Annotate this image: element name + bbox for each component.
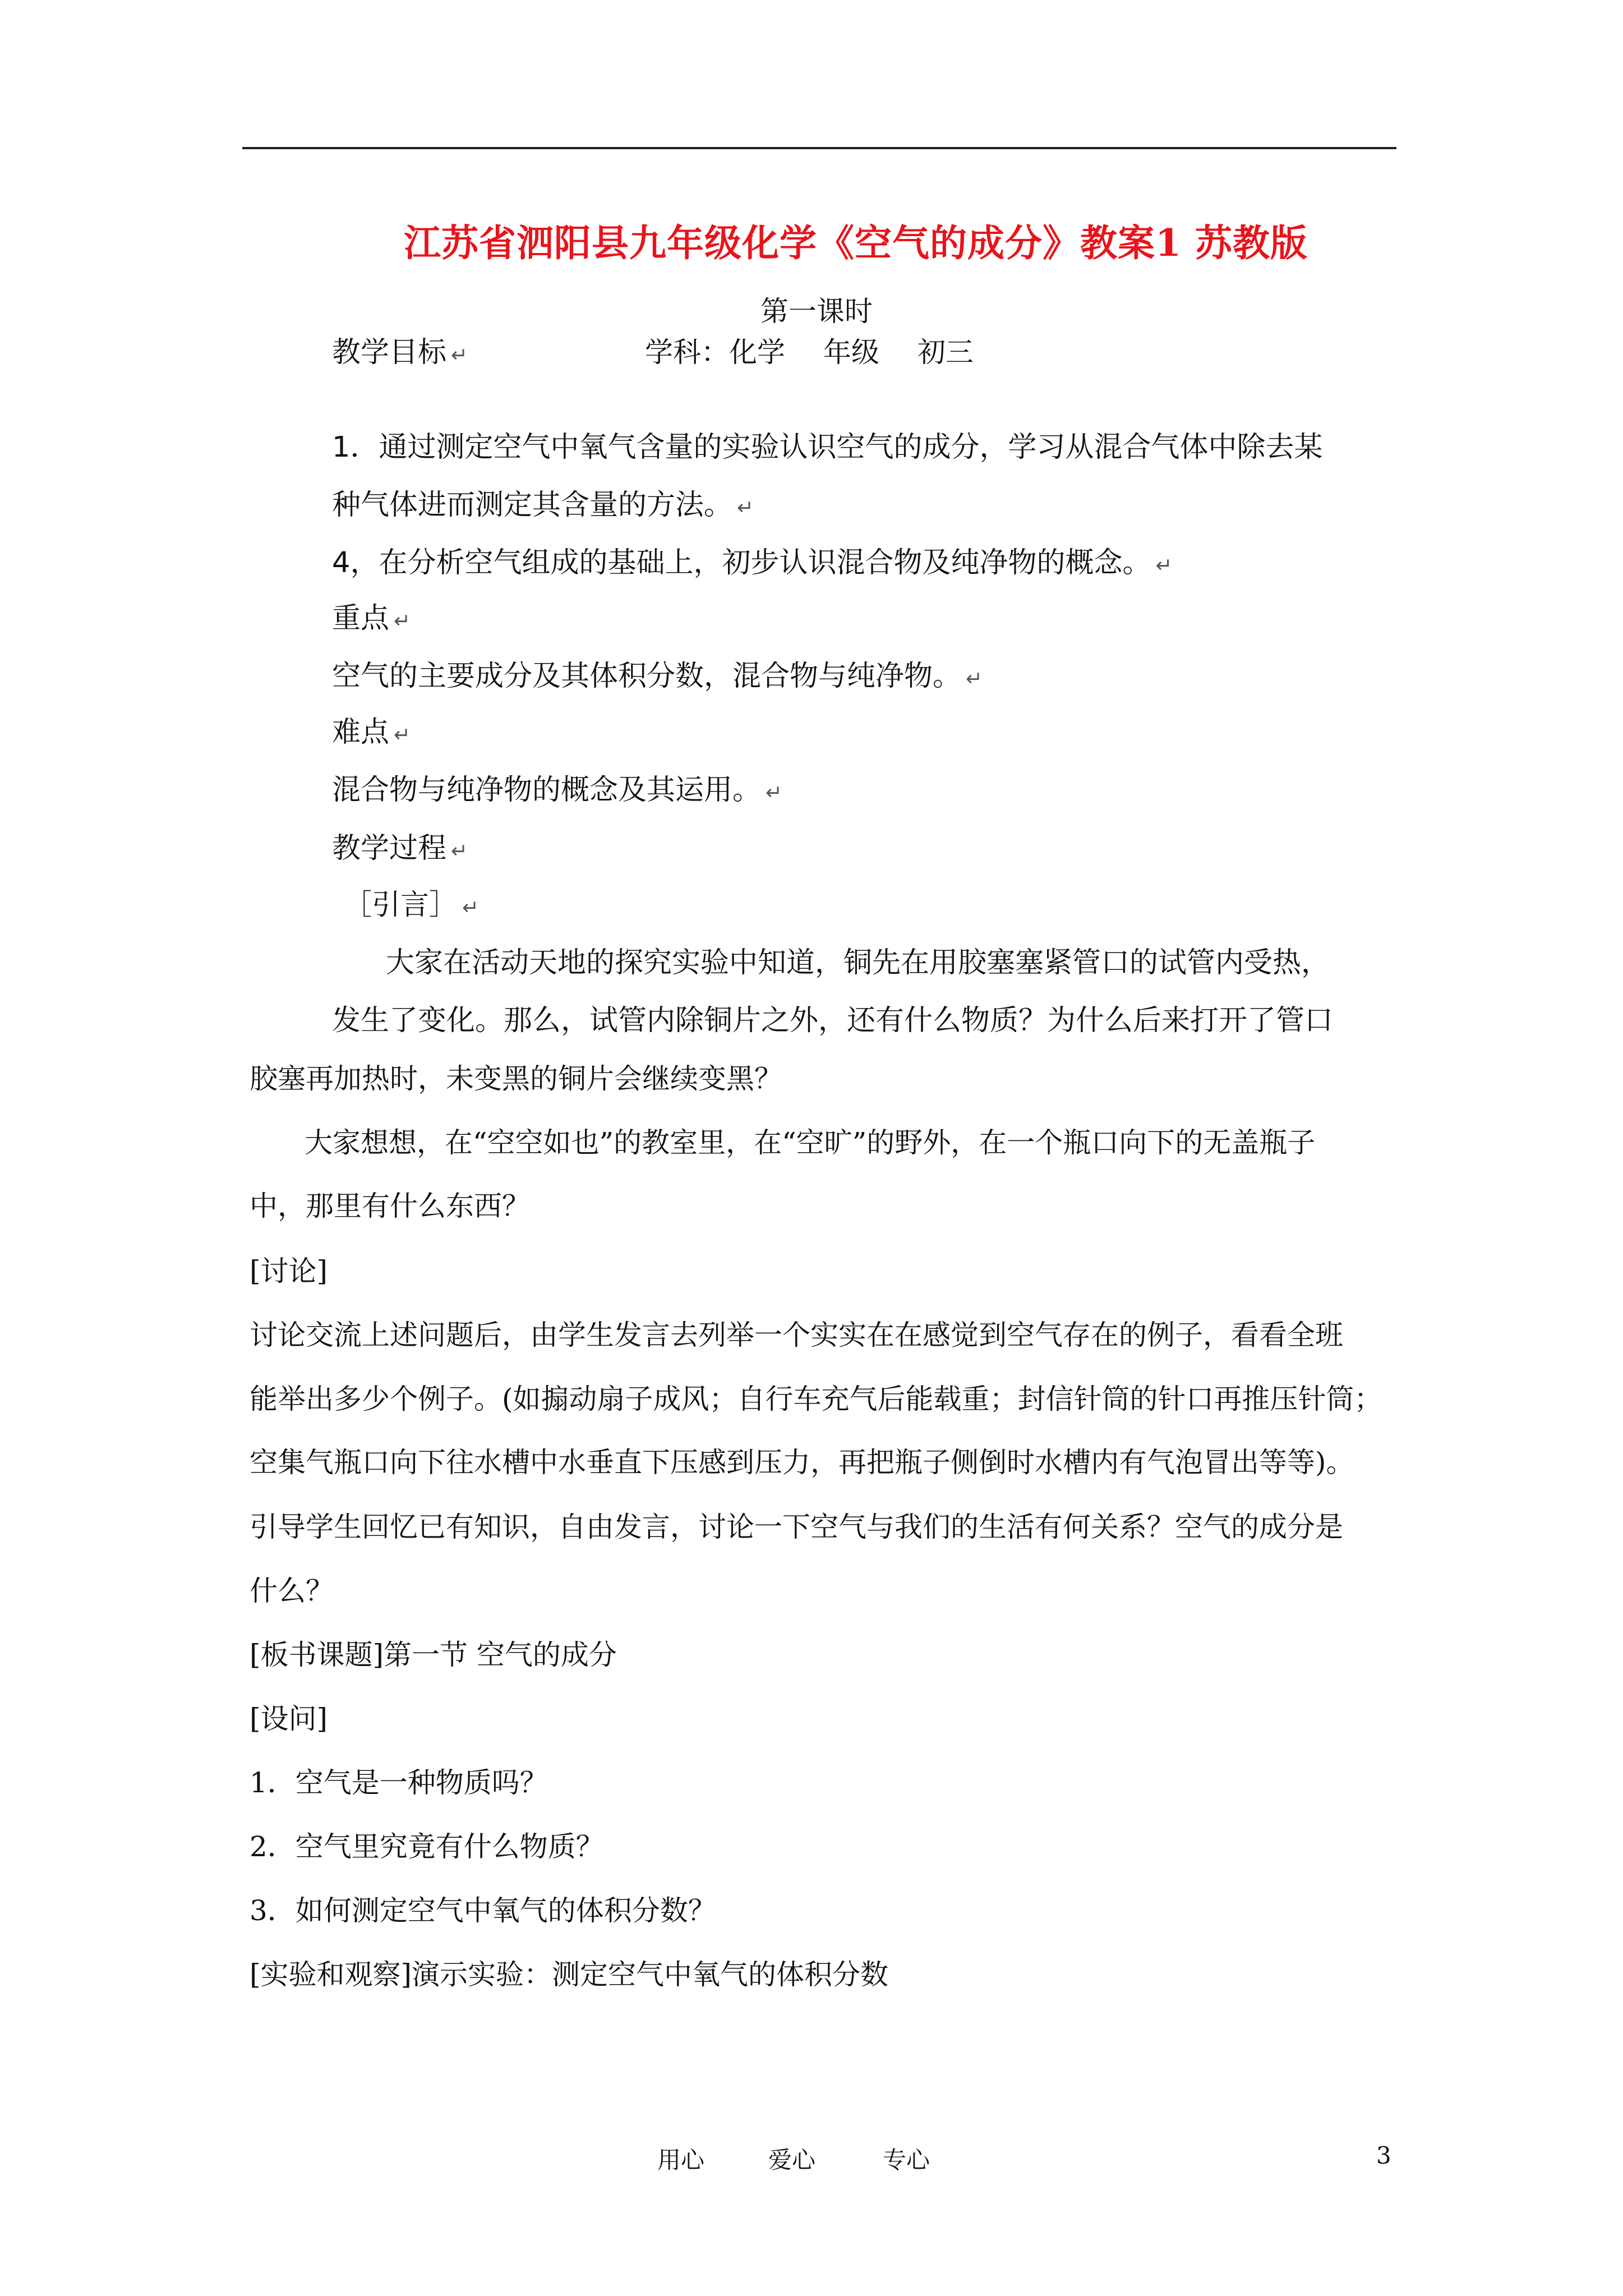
think-line-1: 大家想想，在“空空如也”的教室里，在“空旷”的野外，在一个瓶口向下的无盖瓶子: [305, 1126, 1316, 1159]
discussion-tag: [讨论]: [250, 1255, 328, 1287]
discussion-line-3: 空集气瓶口向下往水槽中水垂直下压感到压力，再把瓶子侧倒时水槽内有气泡冒出等等)。: [250, 1446, 1354, 1479]
grade-label: 年级: [823, 336, 879, 369]
grade-value: 初三: [917, 336, 974, 369]
paragraph-mark: ↵: [737, 496, 754, 519]
paragraph-mark: ↵: [462, 896, 479, 919]
intro-tag: ［引言］ ↵: [343, 889, 479, 922]
subject-label: 学科：化学: [645, 336, 785, 369]
section-heading-objectives: 教学目标 ↵: [332, 336, 468, 369]
difficulties-text: 混合物与纯净物的概念及其运用。 ↵: [332, 774, 783, 807]
discussion-line-2: 能举出多少个例子。(如搧动扇子成风；自行车充气后能载重；封信针筒的针口再推压针筒；: [250, 1383, 1382, 1415]
board-title: [板书课题]第一节 空气的成分: [250, 1639, 617, 1671]
paragraph-mark: ↵: [451, 344, 468, 367]
question-tag: [设问]: [250, 1703, 328, 1735]
objective-4: 4，在分析空气组成的基础上，初步认识混合物及纯净物的概念。 ↵: [332, 546, 1173, 579]
objective-1-line-2: 种气体进而测定其含量的方法。 ↵: [332, 489, 754, 522]
footer-text-2: 爱心: [768, 2146, 816, 2174]
section-heading-key-points: 重点 ↵: [332, 602, 411, 635]
paragraph-mark: ↵: [766, 781, 783, 804]
header-rule: [242, 147, 1396, 149]
subject-grade-line: [645, 330, 974, 370]
section-heading-difficulties: 难点 ↵: [332, 716, 411, 749]
experiment-line: [实验和观察]演示实验：测定空气中氧气的体积分数: [250, 1958, 889, 1991]
question-2: 2．空气里究竟有什么物质？: [250, 1830, 604, 1863]
footer-text-3: 专心: [883, 2146, 930, 2174]
paragraph-mark: ↵: [966, 668, 983, 691]
question-3: 3．如何测定空气中氧气的体积分数？: [250, 1894, 716, 1927]
intro-line-1: 大家在活动天地的探究实验中知道，铜先在用胶塞塞紧管口的试管内受热，: [386, 946, 1330, 979]
objective-1-line-1: 1．通过测定空气中氧气含量的实验认识空气的成分，学习从混合气体中除去某: [332, 431, 1323, 464]
discussion-line-5: 什么？: [250, 1575, 334, 1607]
paragraph-mark: ↵: [394, 610, 411, 633]
footer-text-1: 用心: [657, 2146, 705, 2174]
paragraph-mark: ↵: [1155, 554, 1173, 577]
paragraph-mark: ↵: [451, 840, 468, 863]
question-1: 1．空气是一种物质吗？: [250, 1766, 548, 1799]
document-title: 江苏省泗阳县九年级化学《空气的成分》教案1 苏教版: [404, 221, 1308, 265]
discussion-line-1: 讨论交流上述问题后，由学生发言去列举一个实实在在感觉到空气存在的例子，看看全班: [250, 1319, 1343, 1351]
intro-line-3: 胶塞再加热时，未变黑的铜片会继续变黑？: [250, 1062, 782, 1095]
page-number: 3: [1376, 2142, 1391, 2169]
discussion-line-4: 引导学生回忆已有知识，自由发言，讨论一下空气与我们的生活有何关系？空气的成分是: [250, 1511, 1343, 1543]
intro-line-2: 发生了变化。那么，试管内除铜片之外，还有什么物质？为什么后来打开了管口: [332, 1004, 1334, 1037]
paragraph-mark: ↵: [394, 724, 411, 747]
lesson-label: 第一课时: [760, 295, 873, 328]
section-heading-process: 教学过程 ↵: [332, 832, 468, 865]
key-points-text: 空气的主要成分及其体积分数，混合物与纯净物。 ↵: [332, 660, 983, 693]
think-line-2: 中，那里有什么东西？: [250, 1190, 530, 1222]
